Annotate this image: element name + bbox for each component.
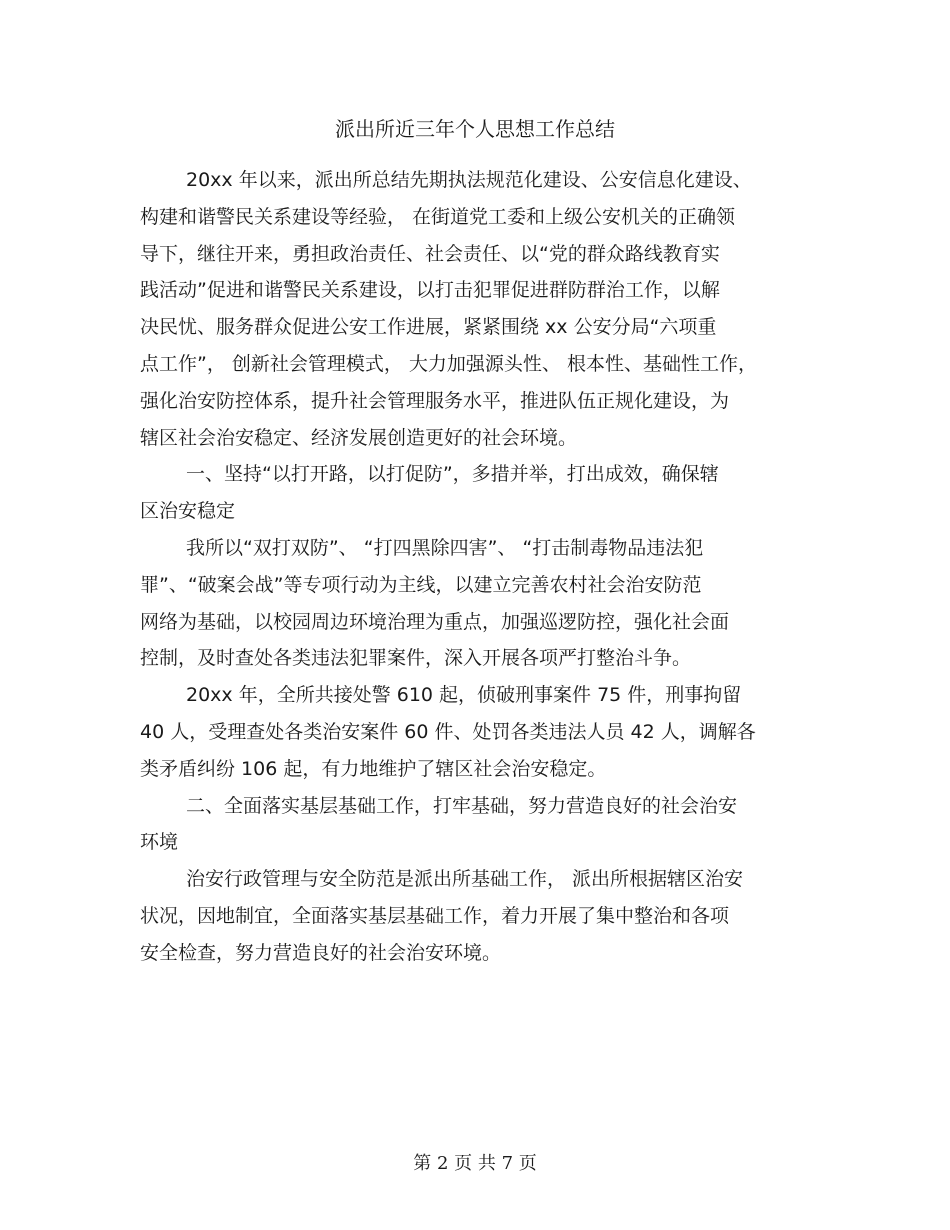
paragraph bbox=[140, 530, 816, 677]
text-line: 导下，继往开来，勇担政治责任、社会责任、以“党的群众路线教育实 bbox=[140, 242, 720, 265]
text-line: 网络为基础，以校园周边环境治理为重点，加强巡逻防控，强化社会面 bbox=[140, 610, 730, 633]
page-number-footer: 第 2 页 共 7 页 bbox=[413, 1153, 537, 1174]
text-line: 构建和谐警民关系建设等经验， 在街道党工委和上级公安机关的正确领 bbox=[140, 205, 736, 228]
text-line: 点工作”， 创新社会管理模式， 大力加强源头性、 根本性、基础性工作， bbox=[140, 352, 757, 375]
section-heading bbox=[140, 456, 816, 530]
text-line: 治安行政管理与安全防范是派出所基础工作， 派出所根据辖区治安 bbox=[186, 868, 744, 891]
text-line: 20xx 年以来，派出所总结先期执法规范化建设、公安信息化建设、 bbox=[186, 169, 752, 191]
text-line: 一、坚持“以打开路，以打促防”，多措并举，打出成效，确保辖 bbox=[186, 463, 719, 486]
text-line: 罪”、“破案会战”等专项行动为主线，以建立完善农村社会治安防范 bbox=[140, 573, 702, 596]
text-line: 我所以“双打双防”、 “打四黑除四害”、 “打击制毒物品违法犯 bbox=[186, 536, 704, 559]
text-line: 强化治安防控体系，提升社会管理服务水平，推进队伍正规化建设，为 bbox=[140, 389, 730, 412]
text-line: 20xx 年，全所共接处警 610 起，侦破刑事案件 75 件，刑事拘留 bbox=[186, 684, 742, 707]
text-line: 40 人，受理查处各类治安案件 60 件、处罚各类违法人员 42 人，调解各 bbox=[140, 720, 756, 743]
text-line: 控制，及时查处各类违法犯罪案件，深入开展各项严打整治斗争。 bbox=[140, 647, 692, 670]
text-line: 辖区社会治安稳定、经济发展创造更好的社会环境。 bbox=[140, 426, 578, 449]
text-line: 二、全面落实基层基础工作，打牢基础，努力营造良好的社会治安 bbox=[186, 794, 738, 817]
paragraph bbox=[140, 162, 816, 456]
section-heading bbox=[140, 788, 816, 862]
paragraph bbox=[140, 861, 816, 971]
text-line: 区治安稳定 bbox=[140, 500, 236, 523]
text-line: 环境 bbox=[140, 831, 179, 854]
text-line: 状况，因地制宜，全面落实基层基础工作，着力开展了集中整治和各项 bbox=[140, 904, 730, 927]
document-title: 派出所近三年个人思想工作总结 bbox=[335, 117, 615, 141]
text-line: 类矛盾纠纷 106 起，有力地维护了辖区社会治安稳定。 bbox=[140, 757, 607, 780]
document-body bbox=[140, 162, 816, 972]
text-line: 安全检查，努力营造良好的社会治安环境。 bbox=[140, 941, 502, 964]
text-line: 践活动”促进和谐警民关系建设，以打击犯罪促进群防群治工作，以解 bbox=[140, 279, 720, 302]
paragraph bbox=[140, 677, 816, 787]
text-line: 决民忧、服务群众促进公安工作进展，紧紧围绕 xx 公安分局“六项重 bbox=[140, 316, 717, 339]
